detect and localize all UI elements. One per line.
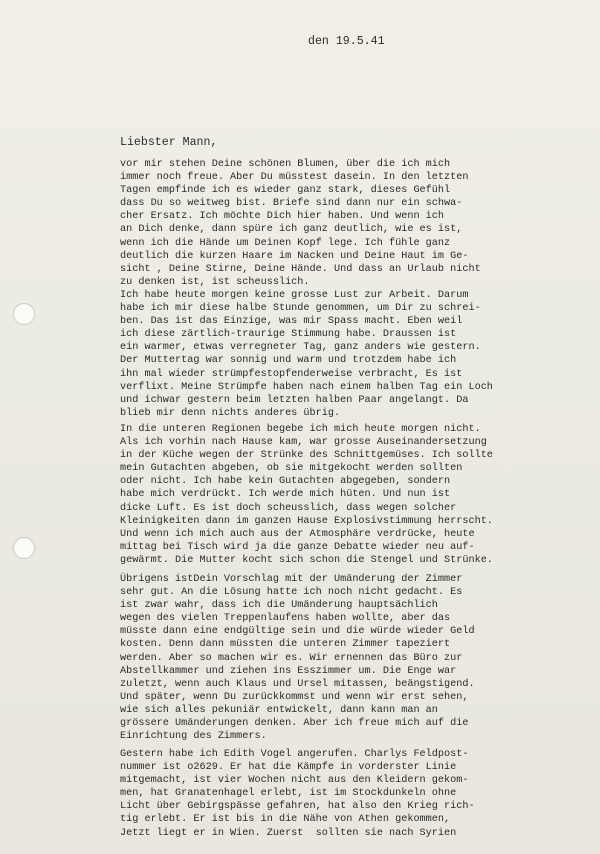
text-line: gewärmt. Die Mutter kocht sich schon die Stengel und Strünke.	[120, 554, 493, 566]
text-line: in der Küche wegen der Strünke des Schnittgemüses. Ich sollte	[120, 450, 493, 462]
text-line: zuletzt, wenn auch Klaus und Ursel mitassen, beängstigend.	[120, 678, 475, 690]
salutation: Liebster Mann,	[120, 136, 218, 149]
text-line: men, hat Granatenhagel erlebt, ist im Stockdunkeln ohne	[120, 788, 457, 800]
text-line: werden. Aber so machen wir es. Wir ernennen das Büro zur	[120, 652, 463, 664]
text-line: ihn mal wieder strümpfestopfenderweise verbracht, Es ist	[120, 368, 463, 380]
text-line: an Dich denke, dann spüre ich ganz deutlich, wie es ist,	[120, 224, 463, 236]
text-line: oder nicht. Ich habe kein Gutachten abgegeben, sondern	[120, 476, 451, 488]
text-line: wegen des vielen Treppenlaufens haben wollte, aber das	[120, 613, 451, 625]
text-line: dass Du so weitweg bist. Briefe sind dann nur ein schwa-	[120, 198, 463, 210]
text-line: Tagen empfinde ich es wieder ganz stark, dieses Gefühl	[120, 185, 451, 197]
text-line: grössere Umänderungen denken. Aber ich freue mich auf die	[120, 718, 469, 730]
text-line: deutlich die kurzen Haare im Nacken und Deine Haut im Ge-	[120, 250, 469, 262]
text-line: Einrichtung des Zimmers.	[120, 731, 267, 743]
paragraph-1	[120, 158, 590, 289]
text-line: kosten. Denn dann müssten die unteren Zimmer tapeziert	[120, 639, 451, 651]
text-line: ben. Das ist das Einzige, was mir Spass macht. Eben weil	[120, 316, 463, 328]
text-line: ich diese zärtlich-traurige Stimmung habe. Draussen ist	[120, 329, 457, 341]
text-line: Und wenn ich mich auch aus der Atmosphäre verdrücke, heute	[120, 528, 475, 540]
paragraph-4	[120, 573, 590, 743]
text-line: Kleinigkeiten dann im ganzen Hause Explosivstimmung herrscht.	[120, 515, 493, 527]
text-line: ein warmer, etwas verregneter Tag, ganz anders wie gestern.	[120, 342, 481, 354]
text-line: mitgemacht, ist vier Wochen nicht aus den Kleidern gekom-	[120, 775, 469, 787]
punch-hole-bottom	[13, 537, 35, 559]
text-line: Abstellkammer und ziehen ins Esszimmer um. Die Enge war	[120, 665, 457, 677]
punch-hole-top	[13, 303, 35, 325]
text-line: Übrigens istDein Vorschlag mit der Umänderung der Zimmer	[120, 574, 463, 585]
text-line: immer noch freue. Aber Du müsstest dasein. In den letzten	[120, 172, 469, 184]
text-line: habe mich verdrückt. Ich werde mich hüten. Und nun ist	[120, 489, 451, 501]
text-line: und ichwar gestern beim letzten halben Paar angelangt. Da	[120, 394, 469, 406]
text-line: vor mir stehen Deine schönen Blumen, über die ich mich	[120, 159, 451, 170]
text-line: wenn ich die Hände um Deinen Kopf lege. Ich fühle ganz	[120, 237, 451, 249]
text-line: Als ich vorhin nach Hause kam, war grosse Auseinandersetzung	[120, 437, 487, 449]
text-line: Licht über Gebirgspässe gefahren, hat also den Krieg rich-	[120, 801, 475, 813]
text-line: In die unteren Regionen begebe ich mich heute morgen nicht.	[120, 424, 481, 435]
text-line: habe ich mir diese halbe Stunde genommen, um Dir zu schrei-	[120, 303, 481, 315]
text-line: Ich habe heute morgen keine grosse Lust zur Arbeit. Darum	[120, 290, 469, 301]
text-line: blieb mir denn nichts anderes übrig.	[120, 407, 341, 419]
text-line: cher Ersatz. Ich möchte Dich hier haben. Und wenn ich	[120, 211, 445, 223]
text-line: zu denken ist, ist scheusslich.	[120, 276, 310, 288]
text-line: verflixt. Meine Strümpfe haben nach einem halben Tag ein Loch	[120, 381, 493, 393]
paragraph-5	[120, 748, 590, 840]
text-line: wie sich alles pekuniär entwickelt, dann kann man an	[120, 704, 438, 716]
text-line: nummer ist o2629. Er hat die Kämpfe in vorderster Linie	[120, 762, 457, 774]
text-line: Der Muttertag war sonnig und warm und trotzdem habe ich	[120, 355, 457, 367]
text-line: Jetzt liegt er in Wien. Zuerst sollten sie nach Syrien	[120, 827, 457, 839]
text-line: müsste dann eine endgültige sein und die würde wieder Geld	[120, 626, 475, 638]
text-line: Gestern habe ich Edith Vogel angerufen. Charlys Feldpost-	[120, 749, 469, 760]
letter-date: den 19.5.41	[308, 35, 385, 48]
text-line: tig erlebt. Er ist bis in die Nähe von Athen gekommen,	[120, 814, 451, 826]
paragraph-2	[120, 289, 590, 420]
text-line: dicke Luft. Es ist doch scheusslich, dass wegen solcher	[120, 502, 457, 514]
text-line: sicht , Deine Stirne, Deine Hände. Und dass an Urlaub nicht	[120, 263, 481, 275]
text-line: mein Gutachten abgeben, ob sie mitgekocht werden sollten	[120, 463, 463, 475]
text-line: mittag bei Tisch wird ja die ganze Debatte wieder neu auf-	[120, 541, 475, 553]
text-line: ist zwar wahr, dass ich die Umänderung hauptsächlich	[120, 600, 438, 612]
text-line: sehr gut. An die Lösung hatte ich noch nicht gedacht. Es	[120, 587, 463, 599]
paragraph-3	[120, 423, 590, 567]
text-line: Und später, wenn Du zurückkommst und wenn wir erst sehen,	[120, 691, 469, 703]
